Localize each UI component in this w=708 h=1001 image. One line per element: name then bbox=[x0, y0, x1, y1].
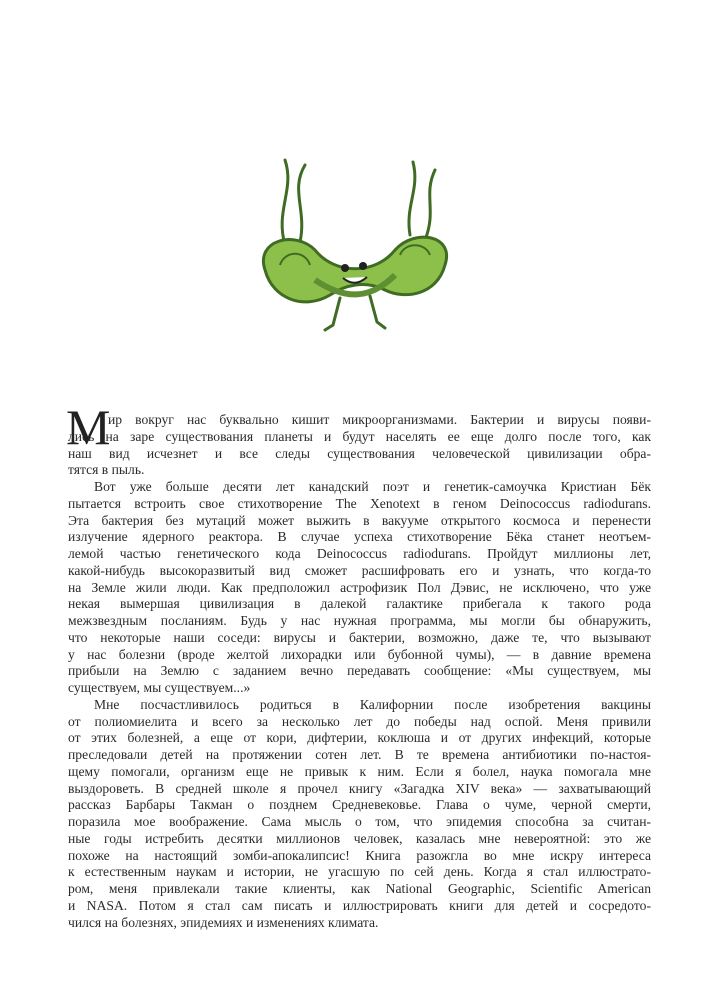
text-line: тятся в пыль. bbox=[68, 462, 145, 478]
paragraph-3 bbox=[68, 697, 651, 932]
text-line: рассказ Барбары Такман о позднем Средневековье. Глава о чуме, черной смерти, bbox=[68, 797, 651, 813]
text-line: ные годы истребить десятки миллионов человек, казалась мне невероятной: это же bbox=[68, 830, 651, 846]
text-line: Вот уже больше десяти лет канадский поэт и генетик-самоучка Кристиан Бёк bbox=[94, 479, 651, 494]
text-line: Эта бактерия без мутаций может выжить в вакууме открытого космоса и перенести bbox=[68, 512, 651, 528]
body-text bbox=[66, 399, 651, 931]
drop-cap: М bbox=[66, 399, 111, 455]
text-line: от полиомиелита и всего за несколько лет до победы над оспой. Меня привили bbox=[68, 713, 651, 729]
text-line: наш вид исчезнет и все следы существования человеческой цивилизации обра- bbox=[68, 445, 651, 461]
text-line: излучение ядерного реактора. В случае успеха стихотворение Бёка станет неотъем- bbox=[68, 529, 651, 545]
text-line: ром, меня привлекали такие клиенты, как National Geographic, Scientific American bbox=[68, 881, 651, 896]
text-line: и NASA. Потом я стал сам писать и иллюстрировать книги для детей и сосредото- bbox=[68, 897, 651, 913]
text-line: лемой частью генетического кода Deinococcus radiodurans. Пройдут миллионы лет, bbox=[68, 546, 651, 561]
text-line: похоже на настоящий зомби-апокалипсис! Книга разожгла во мне искру интереса bbox=[68, 847, 651, 863]
text-line: щему помогали, организм еще не привык к ним. Если я болел, наука помогала мне bbox=[68, 763, 651, 779]
text-line: выздороветь. В средней школе я прочел книгу «Загадка XIV века» — захватывающий bbox=[68, 780, 651, 796]
paragraph-2 bbox=[68, 479, 651, 697]
text-line: ир вокруг нас буквально кишит микроорганизмами. Бактерии и вирусы появи- bbox=[108, 412, 651, 427]
bacterium-illustration bbox=[245, 150, 465, 345]
text-line: что некоторые наши соседи: вирусы и бактерии, возможно, даже те, что вызывают bbox=[68, 629, 651, 645]
paragraph-1 bbox=[66, 399, 651, 479]
text-line: Мне посчастливилось родиться в Калифорнии после изобретения вакцины bbox=[94, 696, 651, 712]
text-line: некая вымершая цивилизация в далекой галактике прибегала к такого рода bbox=[68, 596, 651, 612]
text-line: поразила мое воображение. Сама мысль о том, что эпидемия способна за считан- bbox=[68, 814, 651, 829]
text-line: от этих болезней, а еще от кори, дифтерии, коклюша и от других инфекций, которые bbox=[68, 730, 651, 746]
text-line: на Земле жили люди. Как предположил астрофизик Пол Дэвис, не исключено, что уже bbox=[68, 579, 651, 595]
text-line: существуем, мы существуем...» bbox=[68, 680, 251, 695]
text-line: лись на заре существования планеты и будут населять ее еще долго после того, как bbox=[68, 428, 651, 444]
text-line: преследовали детей на протяжении сотен лет. В те времена антибиотики по-настоя- bbox=[68, 747, 651, 762]
text-line: какой-нибудь высокоразвитый вид сможет расшифровать его и узнать, что когда-то bbox=[68, 562, 651, 578]
text-line: чился на болезнях, эпидемиях и изменениях климата. bbox=[68, 914, 379, 930]
text-line: пытается встроить свое стихотворение The Xenotext в геном Deinococcus radiodurans. bbox=[68, 495, 651, 511]
text-line: прибыли на Землю с заданием вечно передавать сообщение: «Мы существуем, мы bbox=[68, 663, 651, 679]
text-line: к естественным наукам и истории, не угасшую по сей день. Когда я стал иллюстрато- bbox=[68, 864, 651, 880]
text-line: у нас болезни (вроде желтой лихорадки или бубонной чумы), — в давние времена bbox=[68, 646, 651, 662]
text-line: межзвездным посланиям. Будь у нас нужная программа, мы могли бы обнаружить, bbox=[68, 613, 651, 628]
